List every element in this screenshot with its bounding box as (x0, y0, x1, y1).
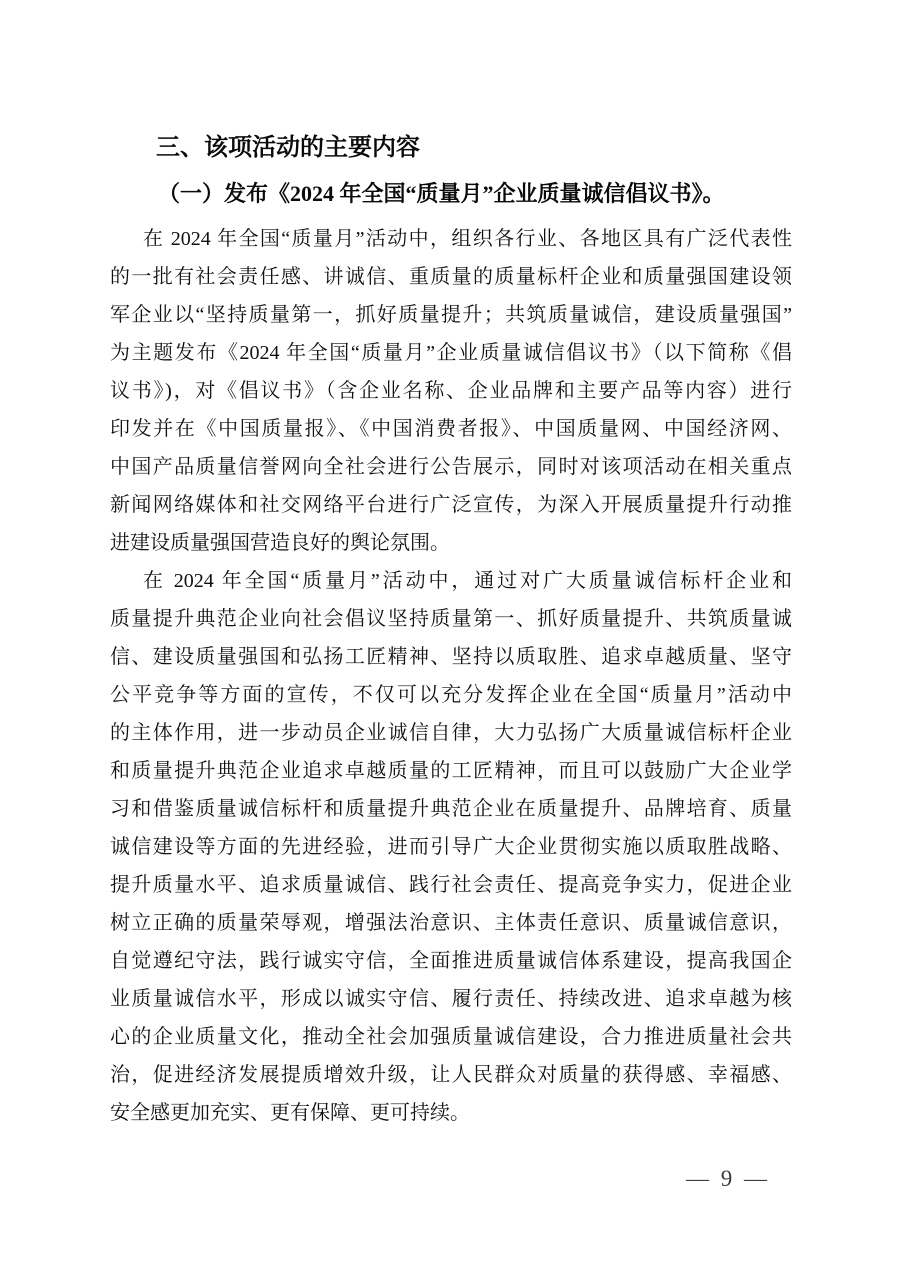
text-line: 和质量提升典范企业追求卓越质量的工匠精神，而且可以鼓励广大企业学 (110, 760, 792, 782)
text-line: 质量提升典范企业向社会倡议坚持质量第一、抓好质量提升、共筑质量诚 (110, 608, 792, 630)
text-line: 新闻网络媒体和社交网络平台进行广泛宣传，为深入开展质量提升行动推 (110, 494, 792, 516)
text-line: 的一批有社会责任感、讲诚信、重质量的质量标杆企业和质量强国建设领 (110, 266, 792, 288)
text-line: 的主体作用，进一步动员企业诚信自律，大力弘扬广大质量诚信标杆企业 (110, 722, 792, 744)
text-line: 信、建设质量强国和弘扬工匠精神、坚持以质取胜、追求卓越质量、坚守 (110, 646, 792, 668)
text-line: 提升质量水平、追求质量诚信、践行社会责任、提高竞争实力，促进企业 (110, 874, 792, 896)
text-line: 在 2024 年全国“质量月”活动中，通过对广大质量诚信标杆企业和 (143, 570, 792, 592)
paragraph (110, 220, 792, 562)
text-line: 公平竞争等方面的宣传，不仅可以充分发挥企业在全国“质量月”活动中 (110, 684, 792, 706)
text-line: 治，促进经济发展提质增效升级，让人民群众对质量的获得感、幸福感、 (110, 1064, 792, 1086)
text-line: 印发并在《中国质量报》、《中国消费者报》、中国质量网、中国经济网、 (110, 418, 792, 440)
text-line: 安全感更加充实、更有保障、更可持续。 (110, 1102, 470, 1124)
text-line: 在 2024 年全国“质量月”活动中，组织各行业、各地区具有广泛代表性 (143, 228, 792, 250)
paragraphs (110, 220, 792, 1132)
text-line: 自觉遵纪守法，践行诚实守信，全面推进质量诚信体系建设，提高我国企 (110, 950, 792, 972)
text-line: 中国产品质量信誉网向全社会进行公告展示，同时对该项活动在相关重点 (110, 456, 792, 478)
text-line: 树立正确的质量荣辱观，增强法治意识、主体责任意识、质量诚信意识， (110, 912, 792, 934)
text-line: 心的企业质量文化，推动全社会加强质量诚信建设，合力推进质量社会共 (110, 1026, 792, 1048)
text-line: 议书》)，对《倡议书》（含企业名称、企业品牌和主要产品等内容）进行 (110, 380, 792, 402)
page-number: — 9 — (686, 1166, 770, 1191)
paragraph (110, 562, 792, 1132)
text-line: 业质量诚信水平，形成以诚实守信、履行责任、持续改进、追求卓越为核 (110, 988, 792, 1010)
text-line: 军企业以“坚持质量第一，抓好质量提升；共筑质量诚信，建设质量强国” (110, 304, 792, 326)
subsection-heading: （一）发布《2024 年全国“质量月”企业质量诚信倡议书》。 (158, 181, 725, 206)
document-content (110, 130, 792, 1132)
section-heading: 三、该项活动的主要内容 (156, 134, 420, 161)
text-line: 习和借鉴质量诚信标杆和质量提升典范企业在质量提升、品牌培育、质量 (110, 798, 792, 820)
text-line: 进建设质量强国营造良好的舆论氛围。 (110, 532, 450, 554)
text-line: 为主题发布《2024 年全国“质量月”企业质量诚信倡议书》（以下简称《倡 (110, 342, 792, 364)
text-line: 诚信建设等方面的先进经验，进而引导广大企业贯彻实施以质取胜战略、 (110, 836, 792, 858)
